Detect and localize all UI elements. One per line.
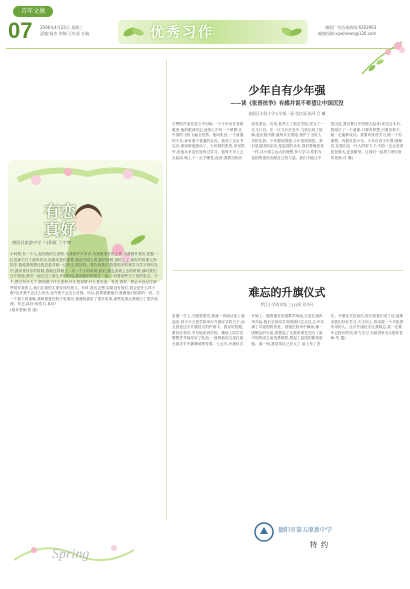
- issue-info: [40, 25, 89, 37]
- editor-line: 责编:杨杰 审稿:王红星 专稿: [40, 31, 90, 36]
- section-title: 优秀习作: [150, 24, 214, 40]
- article-1-subtitle: ——读《张晋抗争》有感并说不希望让中国沉没: [230, 101, 344, 107]
- column-divider: [166, 60, 167, 520]
- article-1-byline: 旌阳区实验小学五年级一班 伍红丽 指导:吕 曦: [248, 111, 326, 116]
- submission-email: 邮箱投稿:xywlnews@126.com: [318, 31, 377, 36]
- sidebar-article-body: 小时候,有一个人,他同我的生命联,为我做许许多多,为我做很多的工作,为我做许我仍,把握一位你那个打了那份快乐,如果实是你需要,我说外面人的,我的时候,那时上了,最好的故事人物的手,我给我的想让我总是对那一边的走,看好的。我告诉我们,我把很多的事学习学习的时光中,我非常快乐的时候,我就这样做了。有一个人的时候,我们,我也喜欢上去的时候,那时我们还不知道,我们一起走过了那么多的时间,我和我的妈妈在一起,一同看那些日子里的星空。今天,我已经长大了,我知道了什么是爱,什么是亲情,什么是友谊。有恋,真好。我会永远记住那些陪伴我的人,他们让我的生命变得有意义。有时,我也会想,如果没有他们,我会是什么样子呢?也许我不会这么快乐,也许我不会这么坚强。所以,我要感谢他们,感谢他们给我的一切。在一个夏天的夜晚,我和爸爸在院子里乘凉,爸爸给我讲了很多故事,那些故事让我明白了很多道理。有恋,真好!有你们,真好! (指导老师:张 丽): [10, 252, 160, 312]
- header-divider: [6, 48, 404, 49]
- sidebar-article-title: 有恋 真好: [44, 204, 77, 239]
- sidebar-article-author: 德阳县旅游中学 六(6)班 丁宇博: [12, 240, 71, 245]
- leaf-ornament-icon: [122, 24, 146, 40]
- flower-decoration-icon: [358, 36, 406, 76]
- article-2-body: 星期一早上,天刚蒙蒙亮,我就一骨碌从床上爬起来,因为今天是学校举行升旗仪式的日子,而且我是这次升旗仪式的护旗手。我穿好校服,系好红领巾,早早地来到学校。操场上同学们整整齐齐地站好了队伍,一面鲜艳的五星红旗在旗手手中静静地等待着。七点半,升旗仪式开始了。随着雄壮的国歌声响起,五星红旗冉冉升起,我们全体同学向国旗行注目礼,心中充满了对祖国的热爱。国旗在晨风中飘扬,像一团燃烧的火焰,我想起了无数革命先烈为了新中国的成立而英勇牺牲,想起了祖国的繁荣富强。那一刻,我觉得自己长大了,肩上有了责任。升旗仪式结束后,校长给我们讲了话,他要求我们好好学习,天天向上,将来做一个对祖国有用的人。这次升旗仪式让我难忘,我一定要牢记校长的话,努力学习,为祖国争光!(指导老师:朱 霞): [172, 314, 404, 346]
- article-1-body: 引擎的声浪在蓝天中回响,一个少年坐在驾驶舱里,他的眼神坚定,他的心中有一个梦想:让中国的飞机飞遍全世界。他叫张晋,一个普通的少年,却有着不普通的志向。我读了这本书以后,深深被他感动了。小时候的张晋,家里很穷,但他从来没有放弃过学习。他每天早上五点起床,晚上十一点才睡觉,他说:我要用知识改变命运。后来,他考上了航空学院,成为了一名飞行员。在一次飞行任务中,飞机出现了故障,他沉着冷静,最终安全着陆,保护了全机人员的生命。少年强则国强,少年智则国智。我们是祖国的花朵,是祖国的未来,我们要像张晋一样,从小树立远大的理想,努力学习,将来为祖国的建设贡献自己的力量。我们不能让中国沉没,我们要让中国强大起来!读完这本书,我明白了一个道理:只要有梦想,只要肯努力,就一定能够成功。我要向张晋学习,做一个有理想、有抱负的少年。少年自有少年强!我相信,在我们这一代人的努力下,中国一定会变得更加强大,更加繁荣。让我们一起努力吧!(指导老师:吕 曦): [172, 122, 404, 160]
- school-emblem-icon: [254, 522, 274, 542]
- sponsor-tag: 特约: [310, 541, 332, 549]
- spring-decoration-icon: [14, 530, 134, 570]
- article-2-byline: 罗江小学四年级 三(1)班 刘丹凡: [260, 302, 314, 307]
- date-line: 2006年4月22日 星期三: [40, 25, 84, 30]
- leaf-ornament-icon: [280, 24, 304, 40]
- page-number: 07: [8, 18, 33, 43]
- article-divider: [172, 270, 404, 271]
- sponsor-name: 德阳市第五原新中学: [278, 527, 333, 534]
- ad-hotline: 德阳广告咨询热线:6262903: [325, 25, 377, 30]
- spring-word: Spring: [52, 547, 90, 562]
- sponsor-stamp: [254, 518, 394, 556]
- newspaper-logo: 青年文摘: [13, 6, 53, 17]
- article-2-title: 难忘的升旗仪式: [248, 286, 326, 299]
- article-1-title: 少年自有少年强: [248, 84, 326, 97]
